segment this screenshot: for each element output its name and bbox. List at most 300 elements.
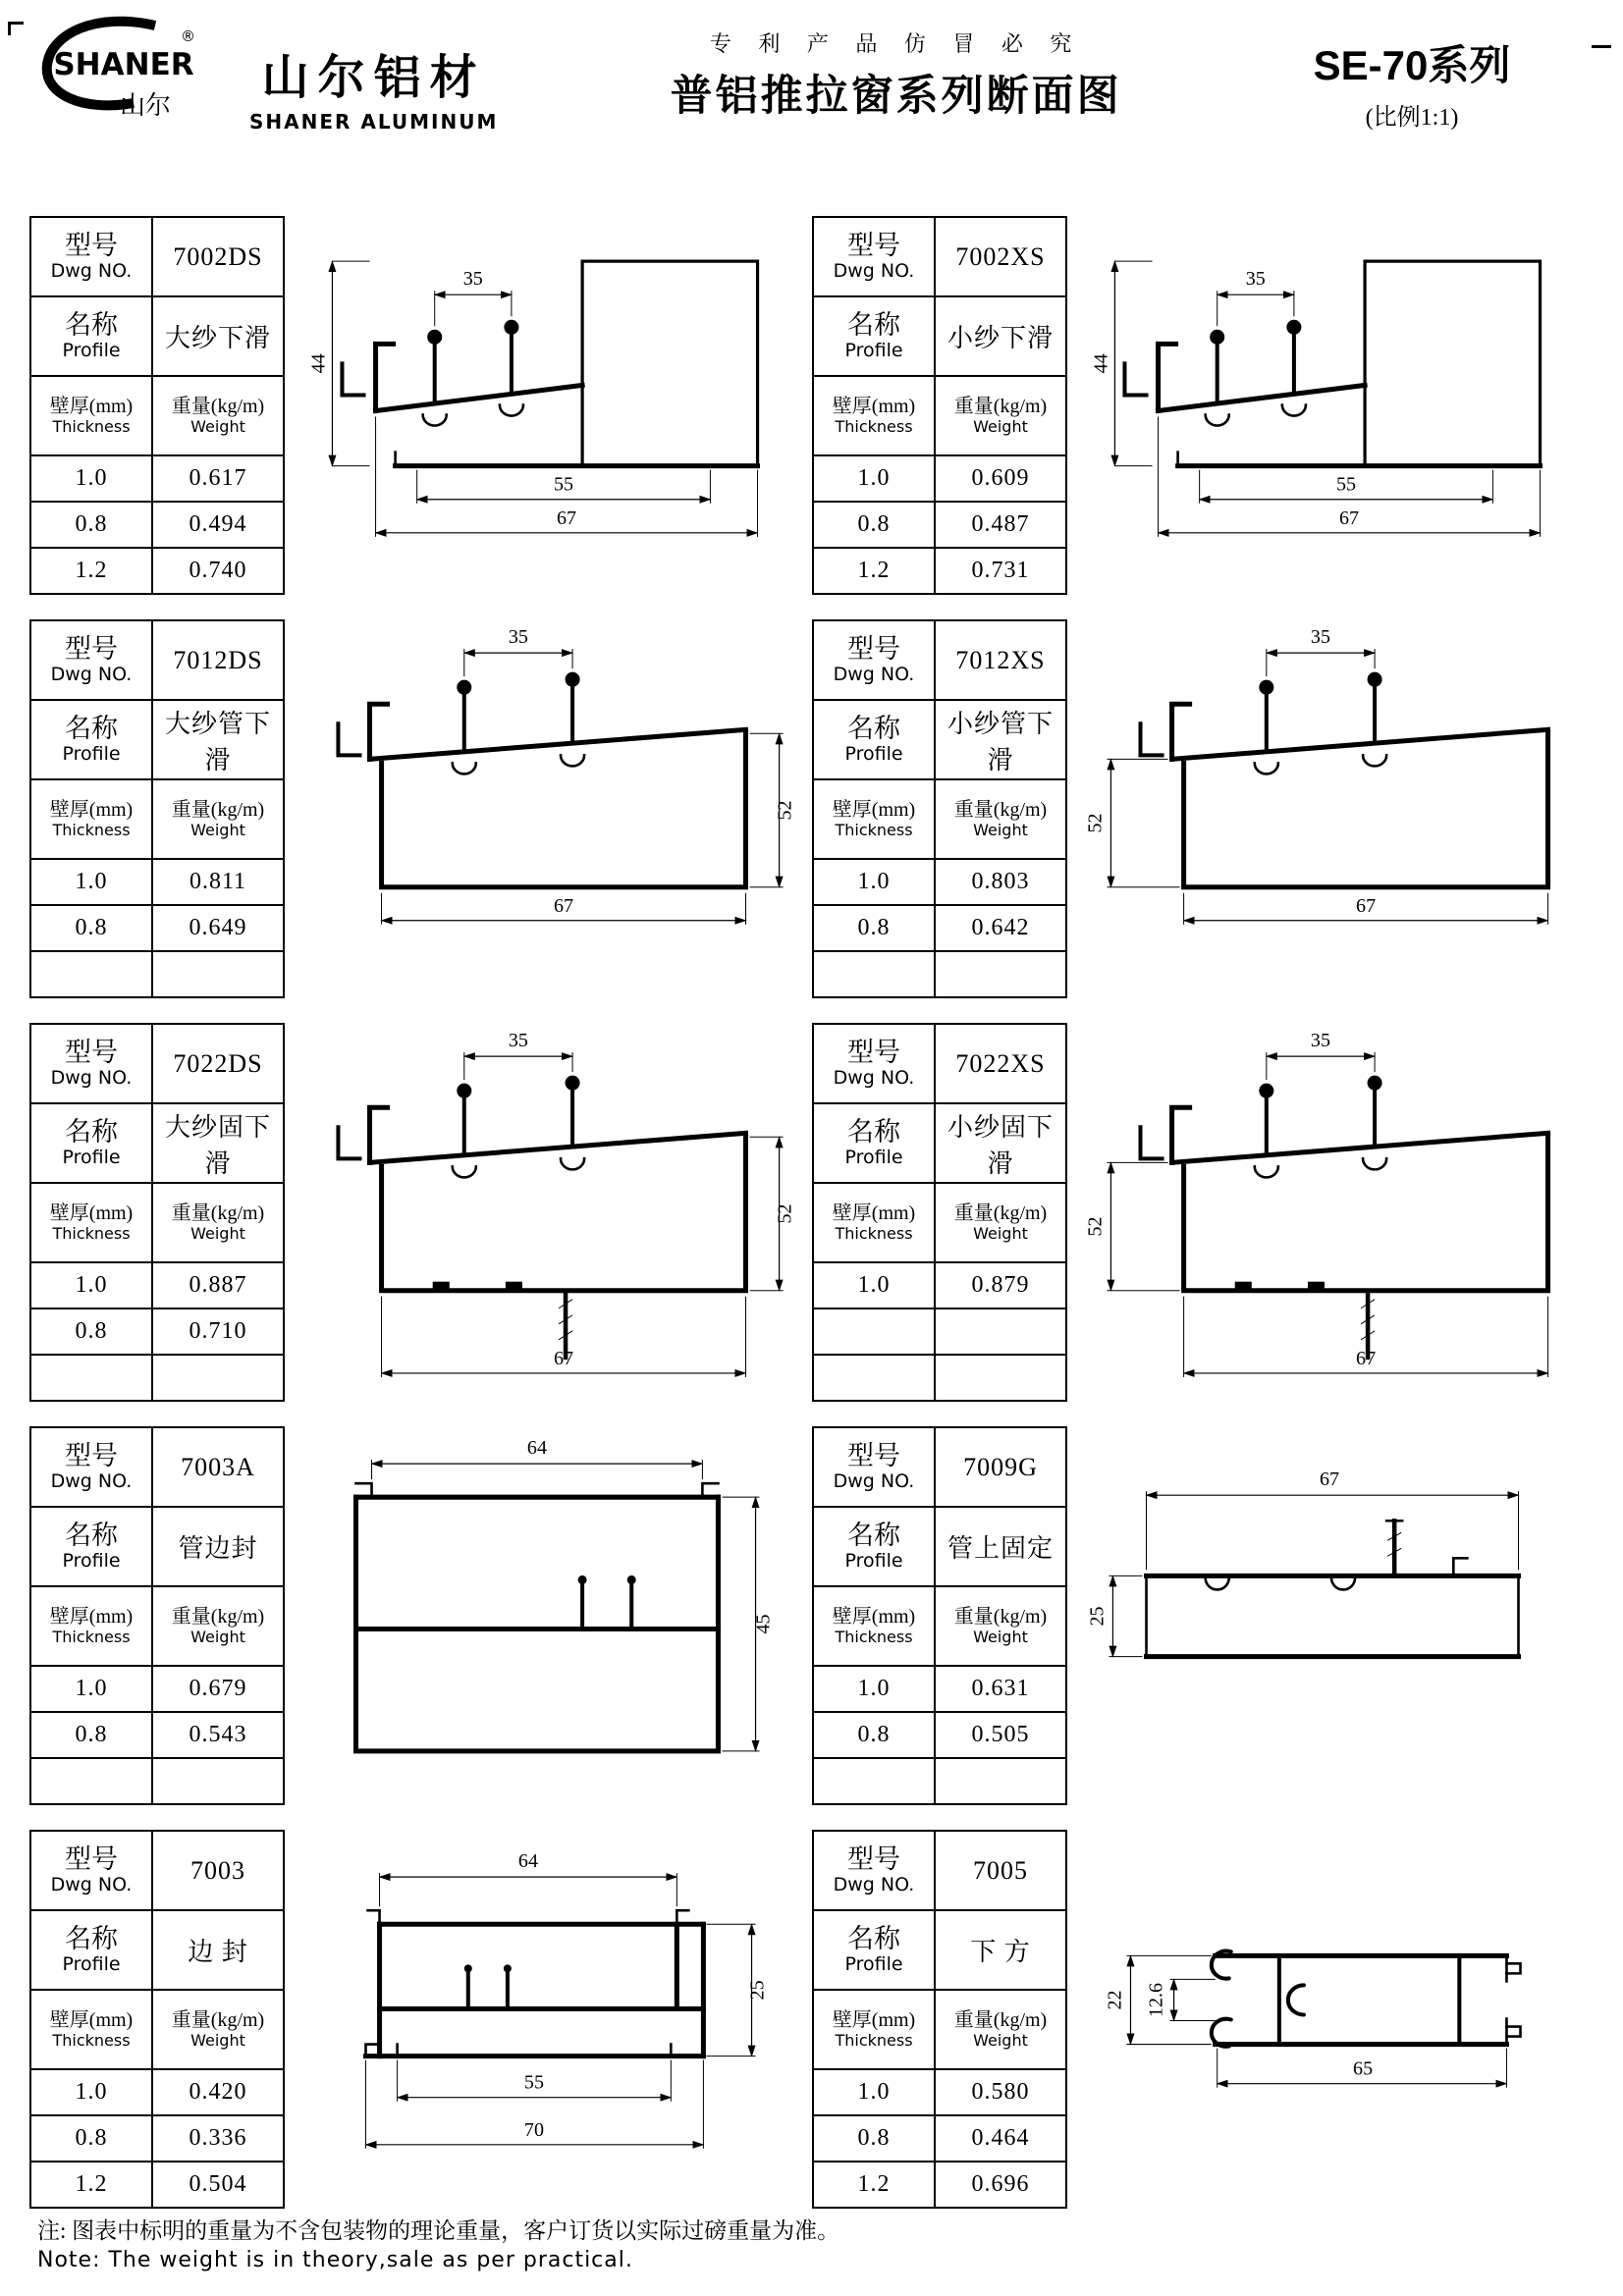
thickness-label-cn: 壁厚(mm) (49, 2009, 134, 2032)
spec-table-7022ds (29, 1023, 285, 1402)
model-label-cn: 型号 (65, 634, 118, 665)
name-label-en: Profile (844, 1952, 903, 1975)
weight-label-cn: 重量(kg/m) (953, 2009, 1048, 2032)
brand-name-cn: 山尔铝材 (261, 52, 486, 104)
block-7012xs (812, 619, 1595, 1001)
cross-section-drawing-7022ds (285, 1023, 812, 1405)
weight-value: 0.609 (935, 455, 1066, 502)
dim-label-side: 22 (1104, 1990, 1126, 2010)
name-label-cn: 名称 (65, 1521, 118, 1551)
weight-value: 0.420 (152, 2069, 284, 2115)
name-label-cn: 名称 (847, 1117, 900, 1148)
page-title: 普铝推拉窗系列断面图 (670, 74, 1122, 120)
table-row (30, 2115, 284, 2162)
weight-value: 0.731 (935, 548, 1066, 594)
table-row (813, 1355, 1066, 1401)
table-row (30, 1666, 284, 1712)
cross-section-drawing-7012ds (285, 619, 812, 1001)
weight-value: 0.649 (152, 905, 284, 951)
dim-label-outer: 67 (557, 507, 577, 529)
shaner-logo-swoosh-icon (26, 12, 230, 128)
profile-name-value: 大纱管下滑 (152, 700, 284, 779)
patent-notice: 专 利 产 品 仿 冒 必 究 (709, 31, 1083, 56)
weight-label-cn: 重量(kg/m) (953, 799, 1048, 822)
thickness-label-cn: 壁厚(mm) (832, 396, 916, 418)
thickness-label-en: Thickness (835, 1627, 913, 1646)
model-label-cn: 型号 (847, 231, 900, 261)
name-label-cell (30, 296, 152, 376)
thickness-value: 1.0 (813, 2069, 935, 2115)
model-label-cell (30, 1427, 152, 1507)
thickness-label-cn: 壁厚(mm) (832, 1606, 916, 1629)
thickness-label-en: Thickness (835, 2030, 913, 2050)
weight-value (935, 1308, 1066, 1355)
thickness-value (30, 1758, 152, 1804)
weight-value: 0.740 (152, 548, 284, 594)
block-7012ds (29, 619, 812, 1001)
weight-label-cn: 重量(kg/m) (953, 1202, 1048, 1225)
model-label-en: Dwg NO. (50, 259, 133, 282)
thickness-value: 1.0 (30, 2069, 152, 2115)
page-header (0, 0, 1623, 177)
table-row (813, 859, 1066, 905)
model-label-cell (813, 620, 935, 700)
thickness-label-en: Thickness (835, 416, 913, 436)
model-label-cn: 型号 (847, 1038, 900, 1068)
dim-label-inner: 55 (523, 2071, 544, 2094)
model-label-cn: 型号 (65, 1038, 118, 1068)
weight-label-en: Weight (190, 416, 245, 436)
name-label-en: Profile (844, 742, 903, 765)
weight-value: 0.543 (152, 1712, 284, 1758)
title-block (517, 12, 1274, 123)
weight-header-cell (935, 1183, 1066, 1262)
table-row (30, 548, 284, 594)
dwg-no-value: 7012DS (152, 620, 284, 700)
weight-value: 0.679 (152, 1666, 284, 1712)
profile-name-value: 管边封 (152, 1507, 284, 1586)
weight-value: 0.580 (935, 2069, 1066, 2115)
thickness-header-cell (813, 1586, 935, 1666)
weight-label-cn: 重量(kg/m) (171, 2009, 265, 2032)
model-label-en: Dwg NO. (833, 1469, 915, 1492)
model-label-en: Dwg NO. (833, 1873, 915, 1896)
thickness-value (30, 1355, 152, 1401)
dim-label-top: 35 (508, 626, 528, 649)
dim-label-top: 67 (1319, 1468, 1340, 1491)
cross-section-drawing-7003 (285, 1830, 812, 2212)
thickness-label-cn: 壁厚(mm) (832, 1202, 916, 1225)
table-row (813, 455, 1066, 502)
weight-value: 0.494 (152, 502, 284, 548)
weight-header-cell (935, 1990, 1066, 2069)
weight-header-cell (935, 779, 1066, 859)
thickness-label-cn: 壁厚(mm) (832, 799, 916, 822)
spec-table-7009g (812, 1426, 1067, 1805)
weight-label-en: Weight (973, 1223, 1028, 1243)
model-label-cell (30, 217, 152, 296)
thickness-header-cell (30, 1183, 152, 1262)
weight-value: 0.887 (152, 1262, 284, 1308)
thickness-value: 0.8 (813, 2115, 935, 2162)
weight-label-cn: 重量(kg/m) (953, 396, 1048, 418)
weight-label-cn: 重量(kg/m) (171, 799, 265, 822)
spec-table-7005 (812, 1830, 1067, 2209)
weight-label-cn: 重量(kg/m) (171, 1202, 265, 1225)
thickness-value (813, 1355, 935, 1401)
table-row (30, 1712, 284, 1758)
thickness-label-en: Thickness (52, 1223, 131, 1243)
table-row (30, 859, 284, 905)
block-7009g (812, 1426, 1595, 1808)
series-name: SE-70系列 (1313, 42, 1511, 88)
dim-label-inner: 55 (554, 473, 574, 496)
spec-table-7012ds (29, 619, 285, 998)
thickness-label-cn: 壁厚(mm) (49, 1606, 134, 1629)
table-row (30, 2162, 284, 2208)
series-block (1294, 12, 1530, 132)
shaner-logo (26, 12, 230, 128)
thickness-label-en: Thickness (52, 820, 131, 839)
thickness-header-cell (30, 1990, 152, 2069)
name-label-cell (813, 1910, 935, 1990)
dwg-no-value: 7002XS (935, 217, 1066, 296)
model-label-cell (30, 620, 152, 700)
model-label-cell (813, 1024, 935, 1103)
thickness-value: 0.8 (813, 502, 935, 548)
weight-value (152, 951, 284, 997)
dim-label-inner: 12.6 (1145, 1982, 1167, 2017)
block-7022ds (29, 1023, 812, 1405)
model-label-cn: 型号 (65, 1441, 118, 1471)
thickness-value (30, 951, 152, 997)
cross-section-drawing-7003a (285, 1426, 812, 1808)
table-row (813, 2162, 1066, 2208)
weight-value: 0.803 (935, 859, 1066, 905)
dim-label-side: 52 (774, 800, 796, 821)
name-label-en: Profile (62, 742, 121, 765)
weight-label-en: Weight (190, 1627, 245, 1646)
series-scale: (比例1:1) (1365, 105, 1459, 131)
block-7022xs (812, 1023, 1595, 1405)
table-row (813, 2115, 1066, 2162)
logo-subtext: 山尔 (119, 91, 172, 120)
model-label-en: Dwg NO. (50, 1469, 133, 1492)
cross-section-drawing-7002xs (1067, 216, 1595, 598)
model-label-cell (813, 1831, 935, 1910)
thickness-value: 1.0 (30, 859, 152, 905)
weight-label-en: Weight (973, 1627, 1028, 1646)
weight-value: 0.879 (935, 1262, 1066, 1308)
thickness-label-en: Thickness (52, 416, 131, 436)
thickness-header-cell (813, 1183, 935, 1262)
profile-name-value: 大纱固下滑 (152, 1103, 284, 1183)
table-row (813, 1308, 1066, 1355)
profile-name-value: 小纱固下滑 (935, 1103, 1066, 1183)
dwg-no-value: 7003A (152, 1427, 284, 1507)
name-label-en: Profile (62, 1952, 121, 1975)
table-row (813, 1712, 1066, 1758)
spec-table-7022xs (812, 1023, 1067, 1402)
name-label-cell (30, 1910, 152, 1990)
thickness-value: 1.0 (813, 1666, 935, 1712)
thickness-value: 1.2 (813, 548, 935, 594)
name-label-cn: 名称 (65, 714, 118, 744)
footer-note-en: Note: The weight is in theory,sale as per practical. (37, 2248, 633, 2272)
footer-note-cn: 注: 图表中标明的重量为不含包装物的理论重量，客户订货以实际过磅重量为准。 (37, 2218, 840, 2243)
table-row (30, 502, 284, 548)
name-label-cn: 名称 (847, 310, 900, 341)
model-label-cn: 型号 (847, 1844, 900, 1875)
dim-label-outer: 70 (523, 2118, 544, 2141)
dim-label-outer: 67 (554, 1347, 574, 1369)
thickness-value: 1.0 (30, 1666, 152, 1712)
weight-value (935, 951, 1066, 997)
weight-value: 0.642 (935, 905, 1066, 951)
thickness-label-cn: 壁厚(mm) (832, 2009, 916, 2032)
weight-value (152, 1758, 284, 1804)
block-7002xs (812, 216, 1595, 598)
table-row (813, 951, 1066, 997)
dim-label-inner: 55 (1336, 473, 1357, 496)
weight-header-cell (935, 376, 1066, 455)
name-label-cell (813, 1507, 935, 1586)
dwg-no-value: 7022DS (152, 1024, 284, 1103)
profile-name-value: 边 封 (152, 1910, 284, 1990)
weight-value: 0.504 (152, 2162, 284, 2208)
thickness-value (813, 1308, 935, 1355)
cross-section-drawing-7002ds (285, 216, 812, 598)
thickness-value: 0.8 (813, 1712, 935, 1758)
name-label-cn: 名称 (847, 1924, 900, 1954)
dim-label-outer: 67 (1356, 894, 1377, 917)
model-label-cell (30, 1024, 152, 1103)
thickness-value: 1.0 (30, 455, 152, 502)
table-row (813, 1758, 1066, 1804)
dwg-no-value: 7005 (935, 1831, 1066, 1910)
block-7003 (29, 1830, 812, 2212)
model-label-en: Dwg NO. (50, 663, 133, 685)
table-row (30, 1355, 284, 1401)
name-label-en: Profile (62, 1549, 121, 1572)
thickness-value: 1.0 (813, 1262, 935, 1308)
profile-name-value: 管上固定 (935, 1507, 1066, 1586)
weight-value: 0.336 (152, 2115, 284, 2162)
logo-text: SHANER (53, 47, 194, 82)
block-7005 (812, 1830, 1595, 2212)
thickness-header-cell (813, 376, 935, 455)
profile-name-value: 下 方 (935, 1910, 1066, 1990)
block-7002ds (29, 216, 812, 598)
dim-label-top: 35 (1310, 626, 1330, 649)
name-label-en: Profile (62, 339, 121, 361)
thickness-label-en: Thickness (52, 1627, 131, 1646)
model-label-en: Dwg NO. (50, 1066, 133, 1089)
weight-label-en: Weight (190, 1223, 245, 1243)
model-label-cell (813, 217, 935, 296)
dim-label-side: 44 (307, 353, 330, 374)
thickness-label-cn: 壁厚(mm) (49, 396, 134, 418)
model-label-cell (30, 1831, 152, 1910)
table-row (30, 1758, 284, 1804)
spec-table-7012xs (812, 619, 1067, 998)
block-7003a (29, 1426, 812, 1808)
thickness-value: 1.2 (30, 548, 152, 594)
model-label-cell (813, 1427, 935, 1507)
name-label-en: Profile (62, 1146, 121, 1168)
thickness-value: 1.0 (813, 455, 935, 502)
thickness-value: 1.0 (813, 859, 935, 905)
name-label-cell (30, 1103, 152, 1183)
thickness-value: 1.2 (30, 2162, 152, 2208)
dwg-no-value: 7002DS (152, 217, 284, 296)
dim-label-outer: 67 (1339, 507, 1360, 529)
model-label-en: Dwg NO. (50, 1873, 133, 1896)
spec-table-7002xs (812, 216, 1067, 595)
name-label-cn: 名称 (65, 1117, 118, 1148)
spec-table-7003 (29, 1830, 285, 2209)
spec-table-7002ds (29, 216, 285, 595)
name-label-cn: 名称 (847, 714, 900, 744)
dim-label-top: 64 (526, 1437, 547, 1460)
thickness-value: 0.8 (813, 905, 935, 951)
weight-label-cn: 重量(kg/m) (953, 1606, 1048, 1629)
thickness-value: 0.8 (30, 1308, 152, 1355)
name-label-cell (813, 700, 935, 779)
dim-label-top: 64 (517, 1850, 538, 1873)
model-label-cn: 型号 (65, 1844, 118, 1875)
weight-header-cell (152, 1990, 284, 2069)
thickness-value: 1.2 (813, 2162, 935, 2208)
table-row (30, 905, 284, 951)
weight-header-cell (152, 779, 284, 859)
name-label-cn: 名称 (847, 1521, 900, 1551)
name-label-en: Profile (844, 1549, 903, 1572)
thickness-label-en: Thickness (835, 820, 913, 839)
name-label-cell (30, 1507, 152, 1586)
brand-block (249, 12, 498, 133)
table-row (813, 2069, 1066, 2115)
weight-label-en: Weight (973, 416, 1028, 436)
weight-header-cell (152, 1586, 284, 1666)
table-row (813, 502, 1066, 548)
profile-name-value: 小纱下滑 (935, 296, 1066, 376)
weight-header-cell (935, 1586, 1066, 1666)
weight-value: 0.464 (935, 2115, 1066, 2162)
thickness-label-cn: 壁厚(mm) (49, 1202, 134, 1225)
weight-value: 0.710 (152, 1308, 284, 1355)
thickness-value (813, 1758, 935, 1804)
thickness-header-cell (30, 376, 152, 455)
registered-mark-icon: ® (181, 27, 195, 45)
dim-label-top: 35 (508, 1030, 528, 1052)
name-label-en: Profile (844, 1146, 903, 1168)
dim-label-side: 25 (746, 1980, 769, 2001)
weight-value: 0.505 (935, 1712, 1066, 1758)
dim-label-side: 52 (1084, 813, 1107, 833)
thickness-value: 0.8 (30, 905, 152, 951)
weight-value: 0.617 (152, 455, 284, 502)
model-label-en: Dwg NO. (833, 663, 915, 685)
thickness-value: 0.8 (30, 2115, 152, 2162)
table-row (30, 1262, 284, 1308)
cross-section-drawing-7012xs (1067, 619, 1595, 1001)
weight-label-en: Weight (190, 820, 245, 839)
thickness-label-en: Thickness (835, 1223, 913, 1243)
thickness-label-en: Thickness (52, 2030, 131, 2050)
table-row (30, 951, 284, 997)
weight-label-en: Weight (190, 2030, 245, 2050)
thickness-label-cn: 壁厚(mm) (49, 799, 134, 822)
weight-value: 0.696 (935, 2162, 1066, 2208)
dim-label-top: 35 (1310, 1030, 1330, 1052)
model-label-cn: 型号 (65, 231, 118, 261)
dim-label-top: 35 (462, 268, 483, 291)
weight-value: 0.811 (152, 859, 284, 905)
name-label-cell (813, 1103, 935, 1183)
model-label-cn: 型号 (847, 634, 900, 665)
thickness-header-cell (30, 779, 152, 859)
dim-label-bottom: 65 (1353, 2057, 1374, 2080)
dim-label-top: 35 (1245, 268, 1266, 291)
dim-label-side: 52 (1084, 1216, 1107, 1237)
cross-section-drawing-7022xs (1067, 1023, 1595, 1405)
name-label-cn: 名称 (65, 310, 118, 341)
table-row (30, 2069, 284, 2115)
cross-section-drawing-7005 (1067, 1830, 1595, 2212)
cross-section-drawing-7009g (1067, 1426, 1595, 1808)
dim-label-side: 25 (1086, 1606, 1109, 1627)
brand-name-en: SHANER ALUMINUM (249, 110, 499, 133)
weight-header-cell (152, 1183, 284, 1262)
weight-label-en: Weight (973, 820, 1028, 839)
weight-header-cell (152, 376, 284, 455)
dwg-no-value: 7009G (935, 1427, 1066, 1507)
spec-table-7003a (29, 1426, 285, 1805)
dim-label-outer: 67 (554, 894, 574, 917)
weight-value (935, 1355, 1066, 1401)
dim-label-side: 45 (752, 1614, 775, 1634)
model-label-en: Dwg NO. (833, 1066, 915, 1089)
weight-label-en: Weight (973, 2030, 1028, 2050)
name-label-cn: 名称 (65, 1924, 118, 1954)
dwg-no-value: 7003 (152, 1831, 284, 1910)
model-label-en: Dwg NO. (833, 259, 915, 282)
profile-name-value: 大纱下滑 (152, 296, 284, 376)
thickness-value: 1.0 (30, 1262, 152, 1308)
thickness-header-cell (813, 779, 935, 859)
name-label-cell (813, 296, 935, 376)
table-row (30, 1308, 284, 1355)
table-row (813, 1262, 1066, 1308)
weight-value (152, 1355, 284, 1401)
dwg-no-value: 7012XS (935, 620, 1066, 700)
thickness-value: 0.8 (30, 502, 152, 548)
table-row (813, 1666, 1066, 1712)
table-row (813, 905, 1066, 951)
thickness-header-cell (30, 1586, 152, 1666)
weight-label-cn: 重量(kg/m) (171, 1606, 265, 1629)
name-label-en: Profile (844, 339, 903, 361)
weight-value: 0.631 (935, 1666, 1066, 1712)
profile-name-value: 小纱管下滑 (935, 700, 1066, 779)
weight-label-cn: 重量(kg/m) (171, 396, 265, 418)
thickness-header-cell (813, 1990, 935, 2069)
thickness-value (813, 951, 935, 997)
footer-note (37, 2213, 839, 2272)
table-row (30, 455, 284, 502)
profile-grid (29, 216, 1595, 2212)
